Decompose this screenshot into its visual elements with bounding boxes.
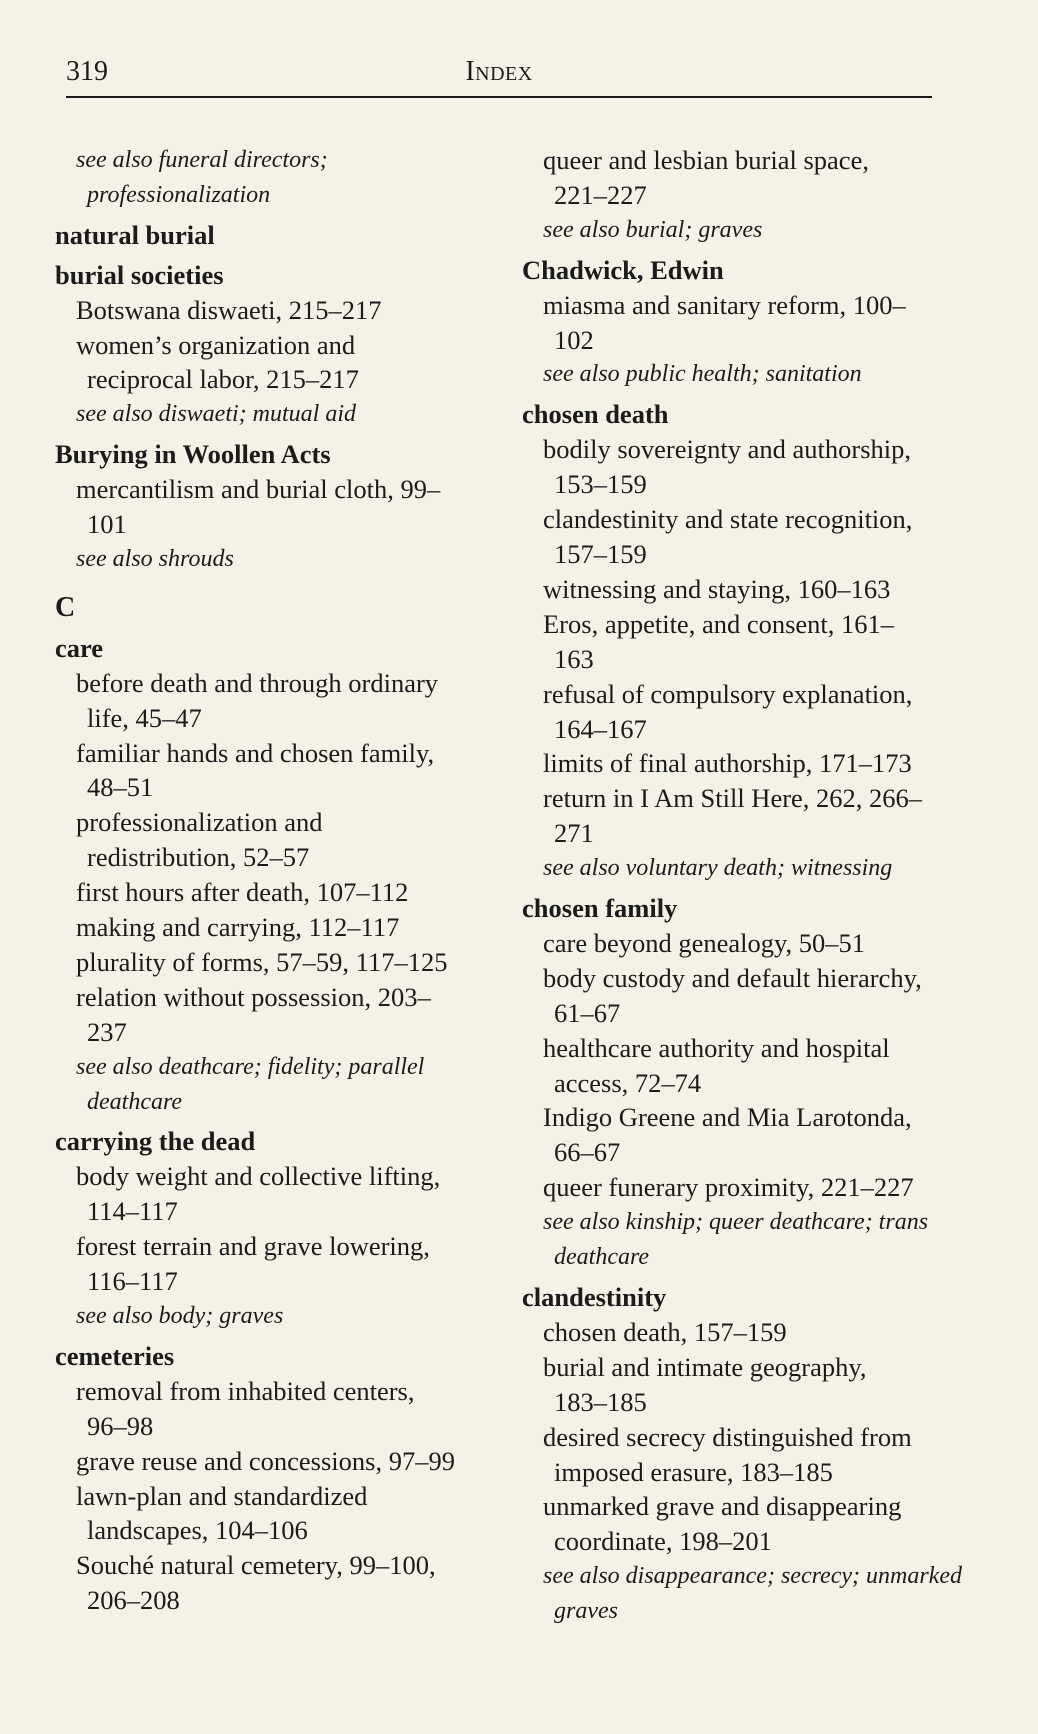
see-also-reference: see also body; graves: [76, 1303, 284, 1329]
index-subentry: Botswana diswaeti, 215–217: [76, 294, 382, 325]
index-subentry: body custody and default hierarchy,: [543, 962, 922, 993]
index-subentry: women’s organization and: [76, 329, 356, 360]
index-entry-continuation: 157–159: [554, 538, 647, 569]
index-subentry: making and carrying, 112–117: [76, 912, 400, 943]
index-subentry: bodily sovereignty and authorship,: [543, 434, 911, 465]
index-heading: Burying in Woollen Acts: [55, 439, 331, 470]
see-also-reference: see also disappearance; secrecy; unmarked: [543, 1563, 962, 1590]
index-subentry: witnessing and staying, 160–163: [543, 573, 891, 604]
index-entry-continuation: 101: [87, 509, 127, 540]
index-entry-continuation: 206–208: [87, 1585, 180, 1616]
index-subentry: return in I Am Still Here, 262, 266–: [543, 783, 923, 814]
index-subentry: burial and intimate geography,: [543, 1351, 867, 1382]
index-subentry: relation without possession, 203–: [76, 981, 431, 1012]
index-entry-continuation: landscapes, 104–106: [87, 1515, 308, 1546]
section-letter: C: [55, 591, 76, 623]
index-subentry: removal from inhabited centers,: [76, 1375, 415, 1406]
index-entry-continuation: 163: [554, 643, 594, 674]
see-also-reference: see also voluntary death; witnessing: [543, 855, 893, 882]
index-subentry: care beyond genealogy, 50–51: [543, 927, 866, 958]
index-entry-continuation: imposed erasure, 183–185: [554, 1456, 833, 1487]
index-entry-continuation: 48–51: [87, 772, 154, 803]
index-entry-continuation: 183–185: [554, 1386, 647, 1417]
index-subentry: first hours after death, 107–112: [76, 877, 409, 908]
index-subentry: Indigo Greene and Mia Larotonda,: [543, 1102, 912, 1133]
index-heading: natural burial: [55, 219, 215, 250]
index-subentry: before death and through ordinary: [76, 667, 439, 698]
index-subentry: Eros, appetite, and consent, 161–: [543, 608, 895, 639]
index-entry-continuation: reciprocal labor, 215–217: [87, 364, 359, 395]
index-subentry: limits of final authorship, 171–173: [543, 748, 912, 779]
index-entry-continuation: access, 72–74: [554, 1067, 702, 1098]
index-entry-continuation: redistribution, 52–57: [87, 842, 310, 873]
index-subentry: queer funerary proximity, 221–227: [543, 1172, 914, 1203]
index-heading: burial societies: [55, 259, 224, 290]
see-also-reference: see also kinship; queer deathcare; trans: [543, 1209, 929, 1236]
index-subentry: unmarked grave and disappearing: [543, 1491, 902, 1522]
index-entry-continuation: 116–117: [87, 1266, 178, 1297]
index-heading: carrying the dead: [55, 1126, 256, 1157]
index-subentry: body weight and collective lifting,: [76, 1161, 441, 1192]
see-also-reference: see also burial; graves: [543, 216, 763, 243]
see-also-reference: see also deathcare; fidelity; parallel: [76, 1053, 425, 1080]
index-subentry: healthcare authority and hospital: [543, 1032, 890, 1063]
page-number: 319: [66, 56, 108, 87]
see-also-reference: see also shrouds: [76, 545, 234, 572]
see-also-continuation: graves: [554, 1598, 618, 1625]
index-heading: chosen death: [522, 399, 669, 430]
index-heading: cemeteries: [55, 1340, 175, 1371]
index-column-left: [55, 143, 495, 1618]
index-subentry: chosen death, 157–159: [543, 1316, 787, 1347]
running-head: [66, 52, 932, 98]
index-subentry: grave reuse and concessions, 97–99: [76, 1445, 455, 1476]
index-subentry: familiar hands and chosen family,: [76, 737, 435, 768]
index-entry-continuation: 96–98: [87, 1410, 154, 1441]
index-entry-continuation: 153–159: [554, 469, 647, 500]
index-column-right: [522, 143, 962, 1629]
running-title: Index: [465, 56, 533, 87]
see-also-continuation: deathcare: [87, 1088, 183, 1115]
index-entry-continuation: life, 45–47: [87, 702, 202, 733]
index-subentry: clandestinity and state recognition,: [543, 504, 913, 535]
index-subentry: forest terrain and grave lowering,: [76, 1231, 430, 1262]
see-also-reference: see also funeral directors;: [76, 147, 328, 173]
index-heading: chosen family: [522, 893, 678, 924]
index-entry-continuation: 102: [554, 324, 594, 355]
see-also-continuation: professionalization: [87, 181, 271, 208]
index-subentry: miasma and sanitary reform, 100–: [543, 289, 906, 320]
index-entry-continuation: 271: [554, 818, 594, 849]
index-subentry: professionalization and: [76, 807, 323, 838]
see-also-continuation: deathcare: [554, 1244, 650, 1271]
index-subentry: plurality of forms, 57–59, 117–125: [76, 946, 448, 977]
index-subentry: Souché natural cemetery, 99–100,: [76, 1550, 436, 1581]
index-entry-continuation: 114–117: [87, 1196, 178, 1227]
index-entry-continuation: 66–67: [554, 1137, 621, 1168]
index-subentry: refusal of compulsory explanation,: [543, 678, 913, 709]
index-subentry: desired secrecy distinguished from: [543, 1421, 912, 1452]
index-entry-continuation: 164–167: [554, 713, 647, 744]
index-entry-continuation: 221–227: [554, 179, 647, 210]
index-entry-continuation: 237: [87, 1016, 127, 1047]
see-also-reference: see also diswaeti; mutual aid: [76, 401, 356, 428]
index-entry-continuation: 61–67: [554, 997, 621, 1028]
see-also-reference: see also public health; sanitation: [543, 361, 862, 388]
index-entry-continuation: coordinate, 198–201: [554, 1526, 772, 1557]
index-heading: clandestinity: [522, 1282, 667, 1312]
index-heading: care: [55, 632, 104, 663]
index-subentry: queer and lesbian burial space,: [543, 145, 869, 175]
index-subentry: mercantilism and burial cloth, 99–: [76, 474, 441, 505]
index-subentry: lawn-plan and standardized: [76, 1480, 368, 1511]
index-heading: Chadwick, Edwin: [522, 254, 724, 285]
